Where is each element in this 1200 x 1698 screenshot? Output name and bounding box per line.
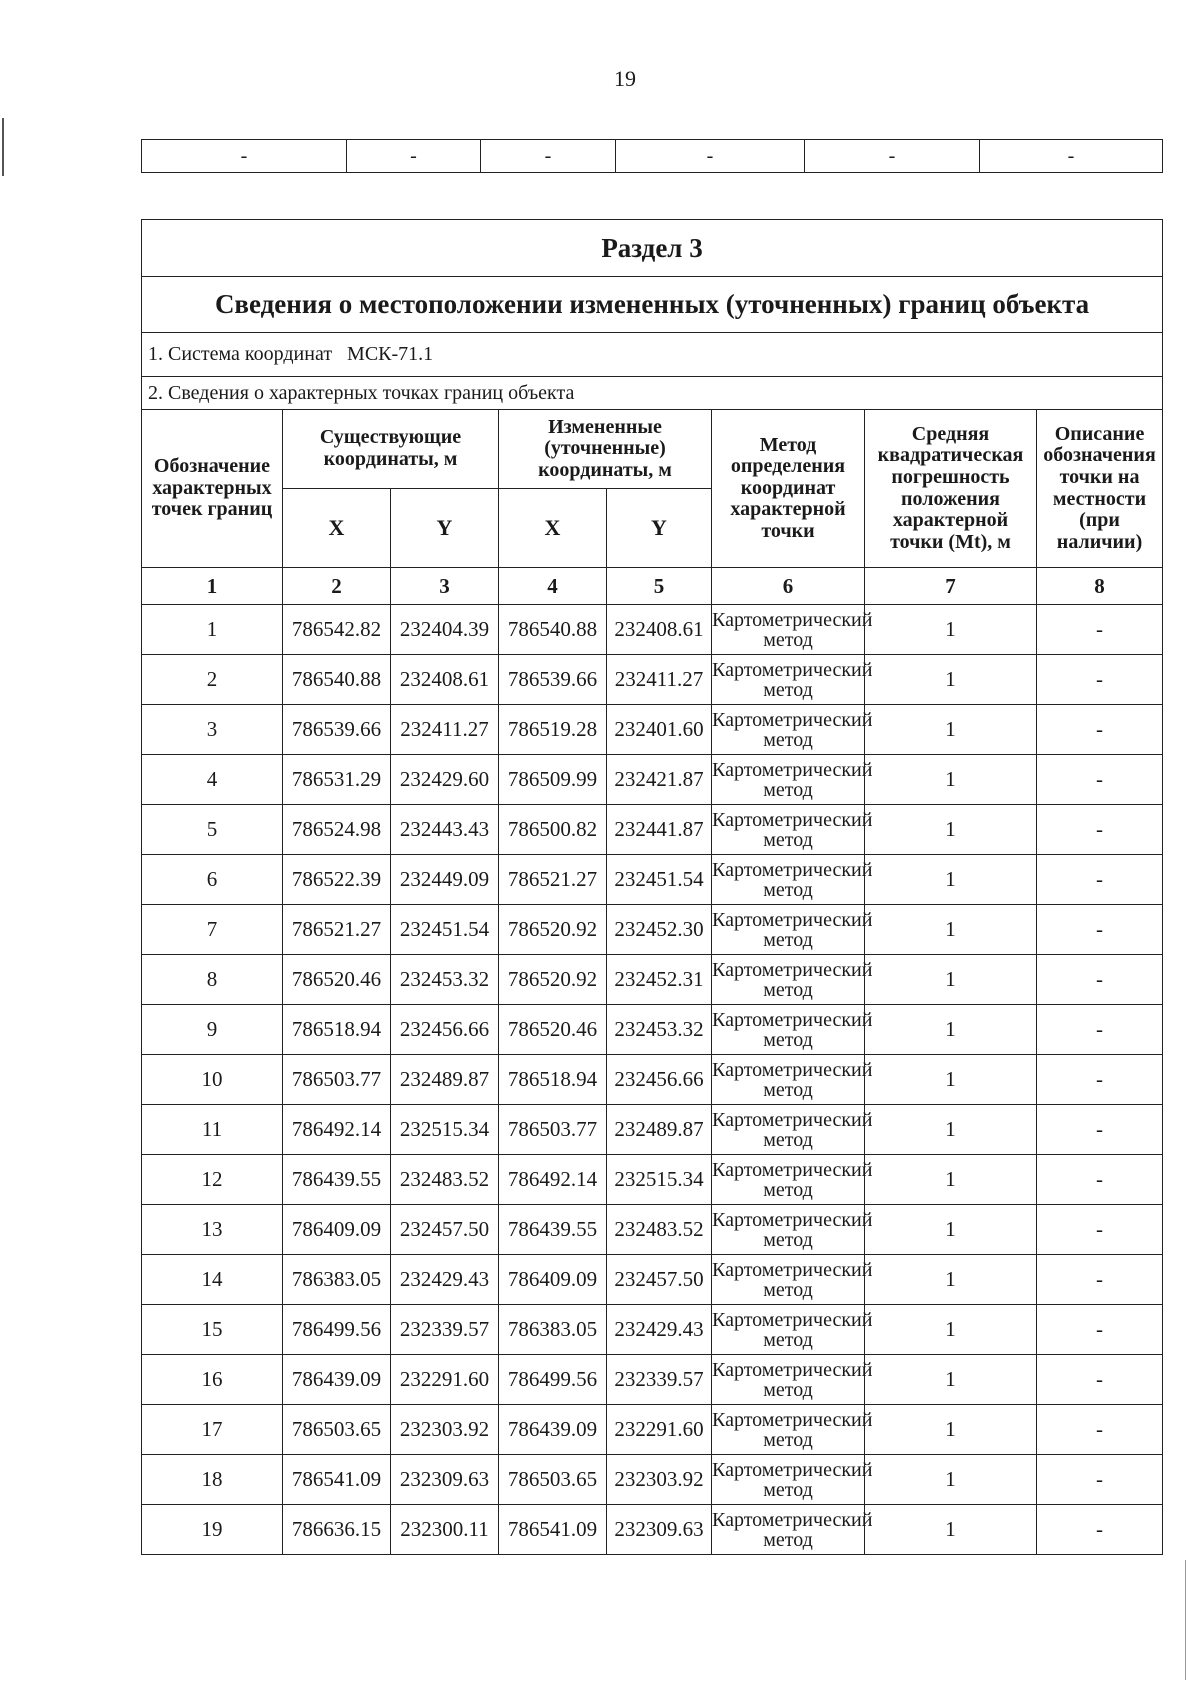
mean-error-cell: 1: [865, 655, 1037, 705]
table-row: [142, 140, 1163, 173]
x-existing-cell: 786524.98: [283, 805, 391, 855]
description-cell: -: [1037, 955, 1163, 1005]
table-row: [142, 1205, 1163, 1255]
column-number: 4: [499, 568, 607, 605]
x-existing-cell: 786499.56: [283, 1305, 391, 1355]
x-changed-cell: 786519.28: [499, 705, 607, 755]
x-existing-cell: 786531.29: [283, 755, 391, 805]
mean-error-cell: 1: [865, 1005, 1037, 1055]
x-changed-cell: 786383.05: [499, 1305, 607, 1355]
table-cell: -: [481, 140, 616, 173]
y-existing-cell: 232483.52: [391, 1155, 499, 1205]
method-cell: Картометрический метод: [712, 1255, 865, 1305]
boundary-points-table: [141, 219, 1163, 1555]
point-number-cell: 9: [142, 1005, 283, 1055]
mean-error-cell: 1: [865, 1155, 1037, 1205]
x-changed-cell: 786439.55: [499, 1205, 607, 1255]
x-existing-cell: 786541.09: [283, 1455, 391, 1505]
header-mean-error: Средняя квадратическая погрешность положения характерной точки (Mt), м: [865, 410, 1037, 568]
y-changed-cell: 232309.63: [607, 1505, 712, 1555]
x-changed-cell: 786492.14: [499, 1155, 607, 1205]
x-existing-cell: 786636.15: [283, 1505, 391, 1555]
column-number: 8: [1037, 568, 1163, 605]
y-changed-cell: 232401.60: [607, 705, 712, 755]
y-existing-cell: 232456.66: [391, 1005, 499, 1055]
coordinate-system-label: 1. Система координат МСК-71.1: [142, 333, 1163, 377]
header-y-changed: Y: [607, 489, 712, 568]
y-changed-cell: 232421.87: [607, 755, 712, 805]
method-cell: Картометрический метод: [712, 1005, 865, 1055]
table-row: [142, 1505, 1163, 1555]
description-cell: -: [1037, 855, 1163, 905]
mean-error-cell: 1: [865, 1255, 1037, 1305]
method-cell: Картометрический метод: [712, 1305, 865, 1355]
point-number-cell: 5: [142, 805, 283, 855]
y-changed-cell: 232441.87: [607, 805, 712, 855]
x-existing-cell: 786503.65: [283, 1405, 391, 1455]
y-existing-cell: 232443.43: [391, 805, 499, 855]
mean-error-cell: 1: [865, 705, 1037, 755]
y-existing-cell: 232429.60: [391, 755, 499, 805]
point-number-cell: 3: [142, 705, 283, 755]
table-cell: -: [805, 140, 980, 173]
description-cell: -: [1037, 755, 1163, 805]
point-number-cell: 10: [142, 1055, 283, 1105]
x-changed-cell: 786499.56: [499, 1355, 607, 1405]
method-cell: Картометрический метод: [712, 655, 865, 705]
y-changed-cell: 232429.43: [607, 1305, 712, 1355]
table-cell: -: [616, 140, 805, 173]
mean-error-cell: 1: [865, 1505, 1037, 1555]
point-number-cell: 14: [142, 1255, 283, 1305]
mean-error-cell: 1: [865, 755, 1037, 805]
description-cell: -: [1037, 1105, 1163, 1155]
y-existing-cell: 232404.39: [391, 605, 499, 655]
header-changed-coords: Измененные (уточненные) координаты, м: [499, 410, 712, 489]
header-existing-coords: Существующие координаты, м: [283, 410, 499, 489]
column-number: 1: [142, 568, 283, 605]
y-existing-cell: 232309.63: [391, 1455, 499, 1505]
x-existing-cell: 786521.27: [283, 905, 391, 955]
description-cell: -: [1037, 1405, 1163, 1455]
y-changed-cell: 232483.52: [607, 1205, 712, 1255]
header-method: Метод определения координат характерной точки: [712, 410, 865, 568]
description-cell: -: [1037, 905, 1163, 955]
x-changed-cell: 786520.46: [499, 1005, 607, 1055]
column-number: 3: [391, 568, 499, 605]
y-changed-cell: 232452.31: [607, 955, 712, 1005]
method-cell: Картометрический метод: [712, 1105, 865, 1155]
y-existing-cell: 232449.09: [391, 855, 499, 905]
description-cell: -: [1037, 605, 1163, 655]
table-row: [142, 1455, 1163, 1505]
point-number-cell: 17: [142, 1405, 283, 1455]
table-row: [142, 605, 1163, 655]
column-number: 2: [283, 568, 391, 605]
table-row: [142, 1355, 1163, 1405]
point-number-cell: 15: [142, 1305, 283, 1355]
description-cell: -: [1037, 805, 1163, 855]
method-cell: Картометрический метод: [712, 755, 865, 805]
point-number-cell: 7: [142, 905, 283, 955]
y-changed-cell: 232515.34: [607, 1155, 712, 1205]
x-existing-cell: 786520.46: [283, 955, 391, 1005]
y-existing-cell: 232429.43: [391, 1255, 499, 1305]
header-designation: Обозначение характерных точек границ: [142, 410, 283, 568]
x-changed-cell: 786518.94: [499, 1055, 607, 1105]
x-existing-cell: 786439.55: [283, 1155, 391, 1205]
x-existing-cell: 786522.39: [283, 855, 391, 905]
x-existing-cell: 786439.09: [283, 1355, 391, 1405]
points-info-label: 2. Сведения о характерных точках границ объекта: [142, 377, 1163, 410]
y-changed-cell: 232452.30: [607, 905, 712, 955]
mean-error-cell: 1: [865, 905, 1037, 955]
y-changed-cell: 232408.61: [607, 605, 712, 655]
table-row: [142, 1255, 1163, 1305]
x-changed-cell: 786503.77: [499, 1105, 607, 1155]
y-existing-cell: 232453.32: [391, 955, 499, 1005]
table-row: [142, 705, 1163, 755]
method-cell: Картометрический метод: [712, 1405, 865, 1455]
table-row: [142, 855, 1163, 905]
description-cell: -: [1037, 1305, 1163, 1355]
x-changed-cell: 786500.82: [499, 805, 607, 855]
column-number: 6: [712, 568, 865, 605]
y-changed-cell: 232451.54: [607, 855, 712, 905]
y-changed-cell: 232411.27: [607, 655, 712, 705]
mean-error-cell: 1: [865, 1405, 1037, 1455]
method-cell: Картометрический метод: [712, 705, 865, 755]
table-row: [142, 805, 1163, 855]
x-existing-cell: 786540.88: [283, 655, 391, 705]
column-number: 7: [865, 568, 1037, 605]
header-x-changed: X: [499, 489, 607, 568]
mean-error-cell: 1: [865, 855, 1037, 905]
table-row: [142, 1005, 1163, 1055]
table-row: [142, 1105, 1163, 1155]
page-number: 19: [614, 66, 636, 91]
description-cell: -: [1037, 1255, 1163, 1305]
description-cell: -: [1037, 1505, 1163, 1555]
table-row: [142, 655, 1163, 705]
y-existing-cell: 232489.87: [391, 1055, 499, 1105]
method-cell: Картометрический метод: [712, 1055, 865, 1105]
y-existing-cell: 232300.11: [391, 1505, 499, 1555]
scan-edge-mark-right: [1185, 1560, 1186, 1680]
column-number: 5: [607, 568, 712, 605]
point-number-cell: 13: [142, 1205, 283, 1255]
x-existing-cell: 786539.66: [283, 705, 391, 755]
table-row: [142, 1155, 1163, 1205]
header-x-existing: X: [283, 489, 391, 568]
y-changed-cell: 232457.50: [607, 1255, 712, 1305]
table-row: [142, 955, 1163, 1005]
x-changed-cell: 786520.92: [499, 905, 607, 955]
section-subtitle: Сведения о местоположении измененных (уточненных) границ объекта: [142, 277, 1163, 333]
y-existing-cell: 232339.57: [391, 1305, 499, 1355]
scan-edge-mark-left: [2, 118, 4, 176]
point-number-cell: 2: [142, 655, 283, 705]
y-existing-cell: 232457.50: [391, 1205, 499, 1255]
header-description: Описание обозначения точки на местности (при наличии): [1037, 410, 1163, 568]
description-cell: -: [1037, 1155, 1163, 1205]
table-cell: -: [980, 140, 1163, 173]
mean-error-cell: 1: [865, 805, 1037, 855]
x-existing-cell: 786492.14: [283, 1105, 391, 1155]
mean-error-cell: 1: [865, 605, 1037, 655]
method-cell: Картометрический метод: [712, 605, 865, 655]
method-cell: Картометрический метод: [712, 855, 865, 905]
x-existing-cell: 786409.09: [283, 1205, 391, 1255]
y-changed-cell: 232303.92: [607, 1455, 712, 1505]
point-number-cell: 1: [142, 605, 283, 655]
y-existing-cell: 232303.92: [391, 1405, 499, 1455]
mean-error-cell: 1: [865, 1455, 1037, 1505]
point-number-cell: 19: [142, 1505, 283, 1555]
mean-error-cell: 1: [865, 1055, 1037, 1105]
y-changed-cell: 232453.32: [607, 1005, 712, 1055]
mean-error-cell: 1: [865, 955, 1037, 1005]
table-row: [142, 755, 1163, 805]
y-changed-cell: 232489.87: [607, 1105, 712, 1155]
method-cell: Картометрический метод: [712, 905, 865, 955]
method-cell: Картометрический метод: [712, 955, 865, 1005]
header-y-existing: Y: [391, 489, 499, 568]
point-number-cell: 16: [142, 1355, 283, 1405]
table-cell: -: [142, 140, 347, 173]
x-changed-cell: 786409.09: [499, 1255, 607, 1305]
description-cell: -: [1037, 705, 1163, 755]
y-existing-cell: 232515.34: [391, 1105, 499, 1155]
point-number-cell: 8: [142, 955, 283, 1005]
y-changed-cell: 232339.57: [607, 1355, 712, 1405]
y-changed-cell: 232456.66: [607, 1055, 712, 1105]
x-changed-cell: 786539.66: [499, 655, 607, 705]
table-row: [142, 1305, 1163, 1355]
table-body: [142, 605, 1163, 1555]
point-number-cell: 12: [142, 1155, 283, 1205]
x-changed-cell: 786509.99: [499, 755, 607, 805]
method-cell: Картометрический метод: [712, 805, 865, 855]
method-cell: Картометрический метод: [712, 1455, 865, 1505]
continued-table-row: [141, 139, 1163, 173]
table-row: [142, 1055, 1163, 1105]
mean-error-cell: 1: [865, 1305, 1037, 1355]
point-number-cell: 6: [142, 855, 283, 905]
mean-error-cell: 1: [865, 1105, 1037, 1155]
description-cell: -: [1037, 1455, 1163, 1505]
table-cell: -: [347, 140, 481, 173]
x-changed-cell: 786521.27: [499, 855, 607, 905]
point-number-cell: 11: [142, 1105, 283, 1155]
x-changed-cell: 786503.65: [499, 1455, 607, 1505]
description-cell: -: [1037, 1205, 1163, 1255]
x-changed-cell: 786439.09: [499, 1405, 607, 1455]
y-changed-cell: 232291.60: [607, 1405, 712, 1455]
method-cell: Картометрический метод: [712, 1155, 865, 1205]
x-existing-cell: 786383.05: [283, 1255, 391, 1305]
column-number-row: [142, 568, 1163, 605]
x-existing-cell: 786503.77: [283, 1055, 391, 1105]
x-changed-cell: 786520.92: [499, 955, 607, 1005]
x-existing-cell: 786518.94: [283, 1005, 391, 1055]
method-cell: Картометрический метод: [712, 1355, 865, 1405]
method-cell: Картометрический метод: [712, 1505, 865, 1555]
table-row: [142, 905, 1163, 955]
description-cell: -: [1037, 1355, 1163, 1405]
y-existing-cell: 232408.61: [391, 655, 499, 705]
x-changed-cell: 786540.88: [499, 605, 607, 655]
x-existing-cell: 786542.82: [283, 605, 391, 655]
description-cell: -: [1037, 655, 1163, 705]
y-existing-cell: 232451.54: [391, 905, 499, 955]
table-row: [142, 1405, 1163, 1455]
y-existing-cell: 232411.27: [391, 705, 499, 755]
y-existing-cell: 232291.60: [391, 1355, 499, 1405]
section-title: Раздел 3: [142, 220, 1163, 277]
point-number-cell: 4: [142, 755, 283, 805]
description-cell: -: [1037, 1055, 1163, 1105]
description-cell: -: [1037, 1005, 1163, 1055]
mean-error-cell: 1: [865, 1355, 1037, 1405]
method-cell: Картометрический метод: [712, 1205, 865, 1255]
point-number-cell: 18: [142, 1455, 283, 1505]
mean-error-cell: 1: [865, 1205, 1037, 1255]
x-changed-cell: 786541.09: [499, 1505, 607, 1555]
